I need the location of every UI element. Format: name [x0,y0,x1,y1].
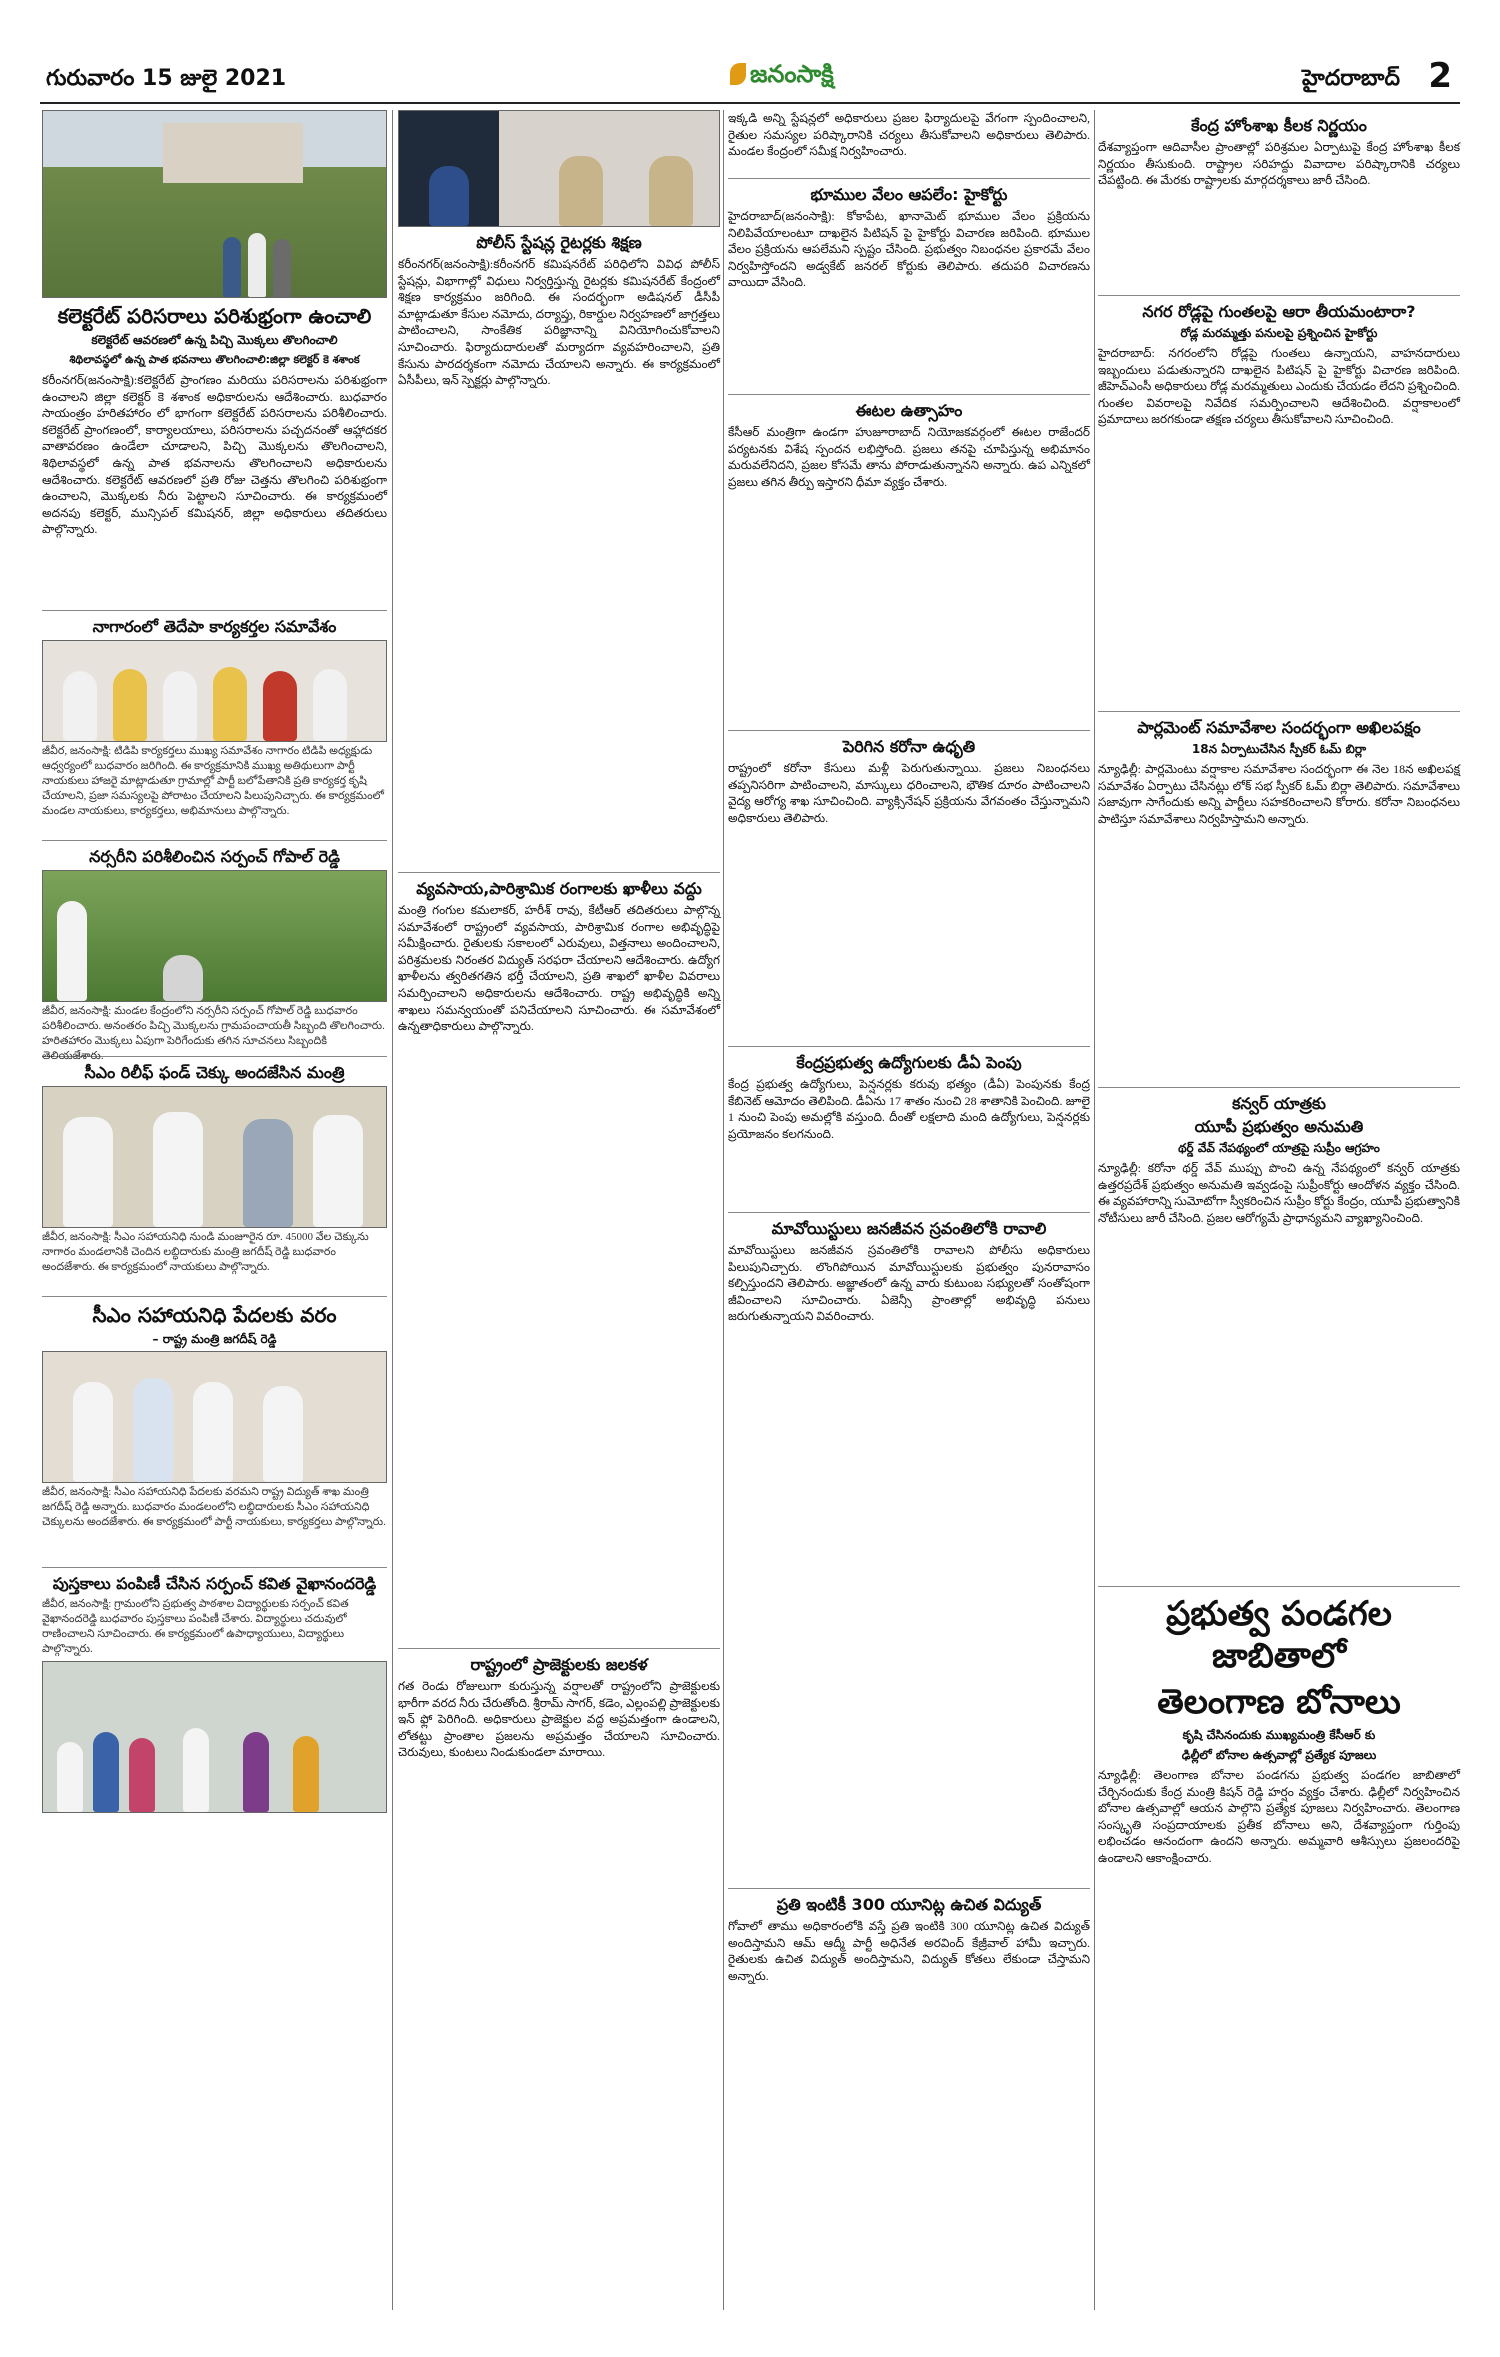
person-figure [163,955,203,1001]
divider [398,1648,720,1649]
article-body: రాష్ట్రంలో కరోనా కేసులు మళ్లీ పెరుగుతున్నాయి. ప్రజలు నిబంధనలు తప్పనిసరిగా పాటించాలని, మాస్కులు ధరించాలని, భౌతిక దూరం పాటించాలని వైద్య ఆరోగ్య శాఖ సూచించింది. వ్యాక్సినేషన్ ప్రక్రియను వేగవంతం చేస్తున్నామని అధికారులు తెలిపారు. [728,761,1090,825]
photo-caption: జీవీర, జనంసాక్షి: టిడిపి కార్యకర్తలు ముఖ్య సమావేశం నాగారం టిడిపి అధ్యక్షుడు ఆధ్వర్యంలో బుధవారం జరిగింది. ఈ కార్యక్రమానికి ముఖ్య అతిథులుగా పార్టీ నాయకులు హాజరై మాట్లాడుతూ గ్రామాల్లో పార్టీ బలోపేతానికి ప్రతి కార్యకర్త కృషి చేయాలని, ప్రజా సమస్యలపై పోరాటం చేయాలని పిలుపునిచ్చారు. ఈ కార్యక్రమంలో మండల నాయకులు, కార్యకర్తలు, అభిమానులు పాల్గొన్నారు. [42,745,384,817]
page-number: 2 [1428,56,1452,96]
person-figure [313,1115,363,1227]
headline: సీఎం సహాయనిధి పేదలకు వరం [92,1303,337,1327]
column-divider [723,110,724,2310]
person-figure [263,1386,303,1482]
divider [42,840,387,841]
person-figure [63,671,97,741]
article-body: న్యూఢిల్లీ: పార్లమెంటు వర్షాకాల సమావేశాల సందర్భంగా ఈ నెల 18న అఖిలపక్ష సమావేశం ఏర్పాటు చేసినట్లు లోక్ సభ స్పీకర్ ఓమ్ బిర్లా తెలిపారు. సమావేశాలు సజావుగా సాగేందుకు అన్ని పార్టీలు సహకరించాలని కోరారు. కరోనా నిబంధనలు పాటిస్తూ సమావేశాలు నిర్వహిస్తామని అన్నారు. [1098,762,1460,826]
photo-caption: జీవీర, జనంసాక్షి: సీఎం సహాయనిధి నుండి మంజూరైన రూ. 45000 వేల చెక్కును నాగారం మండలానికి చెందిన లబ్ధిదారుకు మంత్రి జగదీష్ రెడ్డి బుధవారం అందజేశారు. ఈ కార్యక్రమంలో నాయకులు పాల్గొన్నారు. [42,1231,369,1273]
photo-cm-relief [42,1351,387,1483]
person-figure [213,667,247,741]
headline: యూపీ ప్రభుత్వం అనుమతి [1194,1117,1364,1136]
person-figure [649,156,693,226]
article-body: హైదరాబాద్(జనంసాక్షి): కోకాపేట, ఖానామెట్ భూముల వేలం ప్రక్రియను నిలిపివేయాలంటూ దాఖలైన పిటిషన్ పై హైకోర్టు విచారణ జరిపింది. భూముల వేలం ప్రక్రియను ఆపలేమని స్పష్టం చేసింది. ప్రభుత్వం నిబంధనల ప్రకారమే వేలం నిర్వహిస్తోందని అడ్వకేట్ జనరల్ కోర్టుకు తెలిపారు. తదుపరి విచారణను వాయిదా వేసింది. [728,209,1090,290]
article-body: న్యూఢిల్లీ: కరోనా థర్డ్ వేవ్ ముప్పు పొంచి ఉన్న నేపథ్యంలో కన్వర్ యాత్రకు ఉత్తరప్రదేశ్ ప్రభుత్వం అనుమతి ఇవ్వడంపై సుప్రీంకోర్టు ఆందోళన వ్యక్తం చేసింది. ఈ వ్యవహారాన్ని సుమోటోగా స్వీకరించిన సుప్రీం కోర్టు కేంద్రం, యూపీ ప్రభుత్వానికి నోటీసులు జారీ చేసింది. ప్రజల ఆరోగ్యమే ప్రాధాన్యమని వ్యాఖ్యానించింది. [1098,1161,1460,1225]
column-divider [392,110,393,2310]
person-figure [63,1117,113,1227]
article-body: కేంద్ర ప్రభుత్వ ఉద్యోగులు, పెన్షనర్లకు కరువు భత్యం (డీఏ) పెంపునకు కేంద్ర కేబినెట్ ఆమోదం తెలిపింది. డీఏను 17 శాతం నుంచి 28 శాతానికి పెంచింది. జూలై 1 నుంచి పెంపు అమల్లోకి వస్తుంది. దీంతో లక్షలాది మంది ఉద్యోగులు, పెన్షనర్లకు ప్రయోజనం కలగనుంది. [728,1077,1090,1141]
headline: వ్యవసాయ,పారిశ్రామిక రంగాలకు ఖాళీలు వద్దు [416,879,702,898]
headline: ప్రతి ఇంటికీ 300 యూనిట్ల ఉచిత విద్యుత్ [776,1895,1042,1914]
photo-collectorate [42,110,387,298]
column-3 [728,110,1090,2074]
photo-meeting [42,640,387,742]
article-body: కరీంనగర్(జనంసాక్షి):కలెక్టరేట్ ప్రాంగణం మరియు పరిసరాలను పరిశుభ్రంగా ఉంచాలని జిల్లా కలెక్టర్ కె శశాంక అధికారులను ఆదేశించారు. బుధవారం సాయంత్రం హరితహారం లో భాగంగా కలెక్టరేట్ పరిసరాలను పరిశీలించారు. కలెక్టరేట్ ప్రాంగణంలో, కార్యాలయాలు, పరిసరాలను పచ్చదనంతో ఆహ్లాదకర వాతావరణం ఉండేలా చూడాలని, పిచ్చి మొక్కలను తొలగించాలని, శిథిలావస్థలో ఉన్న పాత భవనాలను తొలగించాలని అధికారులను ఆదేశించారు. కలెక్టరేట్ ఆవరణలో ప్రతి రోజు చెత్తను తొలగించి పరిశుభ్రంగా ఉంచాలని, మొక్కలకు నీరు పెట్టాలని సూచించారు. ఈ కార్యక్రమంలో అదనపు కలెక్టర్, మున్సిపల్ కమిషనర్, జిల్లా అధికారులు తదితరులు పాల్గొన్నారు. [42,373,387,537]
article-body: కేసీఆర్ మంత్రిగా ఉండగా హుజూరాబాద్ నియోజకవర్గంలో ఈటల రాజేందర్ పర్యటనకు విశేష స్పందన లభిస్తోంది. ప్రజలు తనపై చూపిస్తున్న అభిమానం మరువలేనిదని, ప్రజల కోసమే తాను పోరాడుతున్నానని అన్నారు. ఉప ఎన్నికలో ప్రజలు తగిన తీర్పు ఇస్తారని ధీమా వ్యక్తం చేశారు. [728,425,1090,489]
person-figure [73,1382,113,1482]
headline: మావోయిస్టులు జనజీవన స్రవంతిలోకి రావాలి [771,1219,1047,1238]
person-figure [263,671,297,741]
divider [728,1046,1090,1047]
person-figure [93,1732,119,1812]
headline: నర్సరీని పరిశీలించిన సర్పంచ్ గోపాల్ రెడ్డి [89,847,340,866]
person-figure [248,233,266,297]
subhead: కలెక్టరేట్ ఆవరణలో ఉన్న పిచ్చి మొక్కలు తొలగించాలి [91,333,338,347]
person-figure [429,166,469,226]
column-4 [1098,110,1460,2213]
divider [1098,711,1460,712]
person-figure [243,1119,293,1227]
article-body: మావోయిస్టులు జనజీవన స్రవంతిలోకి రావాలని పోలీసు అధికారులు పిలుపునిచ్చారు. లొంగిపోయిన మావోయిస్టులకు ప్రభుత్వం పునరావాసం కల్పిస్తుందని తెలిపారు. అజ్ఞాతంలో ఉన్న వారు కుటుంబ సభ్యులతో సంతోషంగా జీవించాలని సూచించారు. ఏజెన్సీ ప్రాంతాల్లో అభివృద్ధి పనులు జరుగుతున్నాయని వివరించారు. [728,1243,1090,1324]
column-1 [42,110,387,1813]
headline: ప్రభుత్వ పండగల జాబితాలో [1166,1594,1392,1676]
newspaper-logo [730,60,834,94]
subhead: – రాష్ట్ర మంత్రి జగదీష్ రెడ్డి [152,1332,277,1346]
person-figure [559,156,603,226]
column-divider [1094,110,1095,2310]
photo-books-distribution [42,1661,387,1813]
divider [1098,1087,1460,1088]
person-figure [153,1112,203,1227]
headline: పార్లమెంట్ సమావేశాల సందర్భంగా అఖిలపక్షం [1137,718,1421,737]
divider [728,1888,1090,1889]
issue-date: గురువారం 15 జులై 2021 [46,66,287,91]
divider [1098,295,1460,296]
person-figure [243,1732,269,1812]
leaf-icon [730,63,746,85]
logo-text: జనంసాక్షి [750,60,834,88]
person-figure [193,1382,233,1482]
headline: నగర రోడ్లపై గుంతలపై ఆరా తీయమంటారా? [1142,302,1416,321]
headline: పెరిగిన కరోనా ఉధృతి [842,737,976,756]
headline: కన్వర్ యాత్రకు [1232,1094,1326,1113]
headline: కలెక్టరేట్ పరిసరాలు పరిశుభ్రంగా ఉంచాలి [57,304,372,328]
person-figure [223,237,241,297]
article-body: హైదరాబాద్: నగరంలోని రోడ్లపై గుంతలు ఉన్నాయని, వాహనదారులు ఇబ్బందులు పడుతున్నారని దాఖలైన పిటిషన్ పై హైకోర్టు విచారణ జరిపింది. జీహెచ్ఎంసీ అధికారులు రోడ్ల మరమ్మతులు ఎందుకు చేయడం లేదని ప్రశ్నించింది. గుంతల వివరాలపై నివేదిక సమర్పించాలని ఆదేశించింది. వర్షాకాలంలో ప్రమాదాలు జరగకుండా తక్షణ చర్యలు తీసుకోవాలని సూచించింది. [1098,346,1460,427]
person-figure [133,1378,173,1482]
subhead: థర్డ్ వేవ్ నేపథ్యంలో యాత్రపై సుప్రీం ఆగ్రహం [1178,1141,1380,1155]
headline: పోలీస్ స్టేషన్ల రైటర్లకు శిక్షణ [476,233,642,252]
photo-police-training [398,110,720,227]
headline: నాగారంలో తెదేపా కార్యకర్తల సమావేశం [92,617,337,636]
divider [728,1212,1090,1213]
article-body: మంత్రి గంగుల కమలాకర్, హరీశ్ రావు, కేటీఆర్ తదితరులు పాల్గొన్న సమావేశంలో రాష్ట్రంలో వ్యవసాయ, పారిశ్రామిక రంగాల అభివృద్ధిపై సమీక్షించారు. రైతులకు సకాలంలో ఎరువులు, విత్తనాలు అందించాలని, పరిశ్రమలకు నిరంతర విద్యుత్ సరఫరా చేయాలని ఆదేశించారు. ఉద్యోగ ఖాళీలను త్వరితగతిన భర్తీ చేయాలని, ప్రతి శాఖలో ఖాళీల వివరాలు సమర్పించాలని అధికారులను ఆదేశించారు. రాష్ట్ర అభివృద్ధికి అన్ని శాఖలు సమన్వయంతో పనిచేయాలని సూచించారు. ఈ సమావేశంలో ఉన్నతాధికారులు పాల్గొన్నారు. [398,903,720,1034]
article-body: గోవాలో తాము అధికారంలోకి వస్తే ప్రతి ఇంటికి 300 యూనిట్ల ఉచిత విద్యుత్ అందిస్తామని ఆమ్ ఆద్మీ పార్టీ అధినేత అరవింద్ కేజ్రీవాల్ హామీ ఇచ్చారు. రైతులకు ఉచిత విద్యుత్ అందిస్తామని, విద్యుత్ కోతలు లేకుండా చేస్తామని అన్నారు. [728,1919,1090,1983]
headline: భూముల వేలం ఆపలేం: హైకోర్టు [810,185,1008,204]
divider [728,394,1090,395]
photo-nursery [42,870,387,1002]
article-body: దేశవ్యాప్తంగా ఆదివాసీల ప్రాంతాల్లో పరిశ్రమల ఏర్పాటుపై కేంద్ర హోంశాఖ కీలక నిర్ణయం తీసుకుంది. రాష్ట్రాల సరిహద్దు వివాదాల పరిష్కారానికి చర్యలు చేపట్టింది. ఈ మేరకు రాష్ట్రాలకు మార్గదర్శకాలు జారీ చేసింది. [1098,140,1460,188]
person-figure [129,1738,155,1812]
divider [728,178,1090,179]
headline: కేంద్రప్రభుత్వ ఉద్యోగులకు డీఏ పెంపు [796,1053,1022,1072]
photo-cheque-handover [42,1086,387,1228]
edition-city: హైదరాబాద్ [1302,66,1400,91]
divider [398,872,720,873]
article-body: కరీంనగర్(జనంసాక్షి):కరీంనగర్ కమిషనరేట్ పరిధిలోని వివిధ పోలీస్ స్టేషన్లు, విభాగాల్లో విధులు నిర్వర్తిస్తున్న రైటర్లకు కమిషనరేట్ కేంద్రంలో శిక్షణ కార్యక్రమం జరిగింది. ఈ సందర్భంగా అడిషనల్ డీసీపీ మాట్లాడుతూ కేసుల నమోదు, దర్యాప్తు, రికార్డుల నిర్వహణలో జాగ్రత్తలు పాటించాలని, సాంకేతిక పరిజ్ఞానాన్ని వినియోగించుకోవాలని సూచించారు. ఫిర్యాదుదారులతో మర్యాదగా వ్యవహరించాలని, ప్రతి కేసును పారదర్శకంగా నమోదు చేయాలని అన్నారు. ఈ కార్యక్రమంలో ఏసీపీలు, ఇన్ స్పెక్టర్లు పాల్గొన్నారు. [398,257,720,388]
subhead: రోడ్ల మరమ్మత్తు పనులపై ప్రశ్నించిన హైకోర్టు [1180,326,1378,340]
divider [42,1567,387,1568]
divider [728,730,1090,731]
photo-caption: జీవీర, జనంసాక్షి: మండల కేంద్రంలోని నర్సరీని సర్పంచ్ గోపాల్ రెడ్డి బుధవారం పరిశీలించారు. అనంతరం పిచ్చి మొక్కలను గ్రామపంచాయతీ సిబ్బంది తొలగించారు. హరితహారం మొక్కలు ఏపుగా పెరిగేందుకు తగిన సూచనలు సిబ్బందికి తెలియజేశారు. [42,1005,385,1062]
headline: రాష్ట్రంలో ప్రాజెక్టులకు జలకళ [470,1655,648,1674]
person-figure [273,239,291,297]
divider [1098,1586,1460,1587]
headline: కేంద్ర హోంశాఖ కీలక నిర్ణయం [1191,116,1367,135]
person-figure [57,901,87,1001]
person-figure [183,1728,209,1812]
article-body: గత రెండు రోజులుగా కురుస్తున్న వర్షాలతో రాష్ట్రంలోని ప్రాజెక్టులకు భారీగా వరద నీరు చేరుతోంది. శ్రీరామ్ సాగర్, కడెం, ఎల్లంపల్లి ప్రాజెక్టులకు ఇన్ ఫ్లో పెరిగింది. అధికారులు ప్రాజెక్టుల వద్ద అప్రమత్తంగా ఉండాలని, లోతట్టు ప్రాంతాల ప్రజలను అప్రమత్తం చేయాలని సూచించారు. చెరువులు, కుంటలు నిండుకుండలా మారాయి. [398,1679,720,1760]
divider [42,610,387,611]
person-figure [57,1742,83,1812]
subhead: శిథిలావస్థలో ఉన్న పాత భవనాలు తొలగించాలి:జిల్లా కలెక్టర్ కె శశాంక [69,353,360,366]
article-body: ఇక్కడి అన్ని స్టేషన్లలో అధికారులు ప్రజల ఫిర్యాదులపై వేగంగా స్పందించాలని, రైతుల సమస్యల పరిష్కారానికి చర్యలు తీసుకోవాలని అధికారులు తెలిపారు. మండల కేంద్రంలో సమీక్ష నిర్వహించారు. [728,111,1090,159]
article-body: న్యూఢిల్లీ: తెలంగాణ బోనాల పండగను ప్రభుత్వ పండగల జాబితాలో చేర్చినందుకు కేంద్ర మంత్రి కిషన్ రెడ్డి హర్షం వ్యక్తం చేశారు. ఢిల్లీలో నిర్వహించిన బోనాల ఉత్సవాల్లో ఆయన పాల్గొని ప్రత్యేక పూజలు నిర్వహించారు. తెలంగాణ సంస్కృతి సంప్రదాయాలకు ప్రతీక బోనాలు అని, దేశవ్యాప్తంగా గుర్తింపు లభించడం ఆనందంగా ఉందని అన్నారు. అమ్మవారి ఆశీస్సులు ప్రజలందరిపై ఉండాలని ఆకాంక్షించారు. [1098,1768,1460,1865]
person-figure [163,671,197,741]
subhead: కృషి చేసినందుకు ముఖ్యమంత్రి కేసీఆర్ కు [1182,1728,1376,1742]
headline: సీఎం రిలీఫ్ ఫండ్ చెక్కు అందజేసిన మంత్రి [84,1063,345,1082]
divider [42,1296,387,1297]
person-figure [293,1736,319,1812]
building-shape [163,123,303,183]
subhead: 18న ఏర్పాటుచేసిన స్పీకర్ ఓమ్ బిర్లా [1191,742,1367,756]
article-body: జీవీర, జనంసాక్షి: గ్రామంలోని ప్రభుత్వ పాఠశాల విద్యార్థులకు సర్పంచ్ కవిత వైఖానందరెడ్డి బుధవారం పుస్తకాలు పంపిణీ చేశారు. విద్యార్థులు చదువులో రాణించాలని సూచించారు. ఈ కార్యక్రమంలో ఉపాధ్యాయులు, విద్యార్థులు పాల్గొన్నారు. [42,1598,349,1655]
headline: తెలంగాణ బోనాలు [1157,1682,1401,1722]
page-header [40,58,1460,104]
column-2 [398,110,720,2164]
headline: ఈటల ఉత్సాహం [855,401,963,420]
headline: పుస్తకాలు పంపిణీ చేసిన సర్పంచ్ కవిత వైఖానందరెడ్డి [52,1574,377,1593]
photo-caption: జీవీర, జనంసాక్షి: సీఎం సహాయనిధి పేదలకు వరమని రాష్ట్ర విద్యుత్ శాఖ మంత్రి జగదీష్ రెడ్డి అన్నారు. బుధవారం మండలంలోని లబ్ధిదారులకు సీఎం సహాయనిధి చెక్కులను అందజేశారు. ఈ కార్యక్రమంలో పార్టీ నాయకులు, కార్యకర్తలు పాల్గొన్నారు. [42,1486,386,1528]
person-figure [113,669,147,741]
subhead: ఢిల్లీలో బోనాల ఉత్సవాల్లో ప్రత్యేక పూజలు [1181,1748,1377,1762]
person-figure [313,669,347,741]
